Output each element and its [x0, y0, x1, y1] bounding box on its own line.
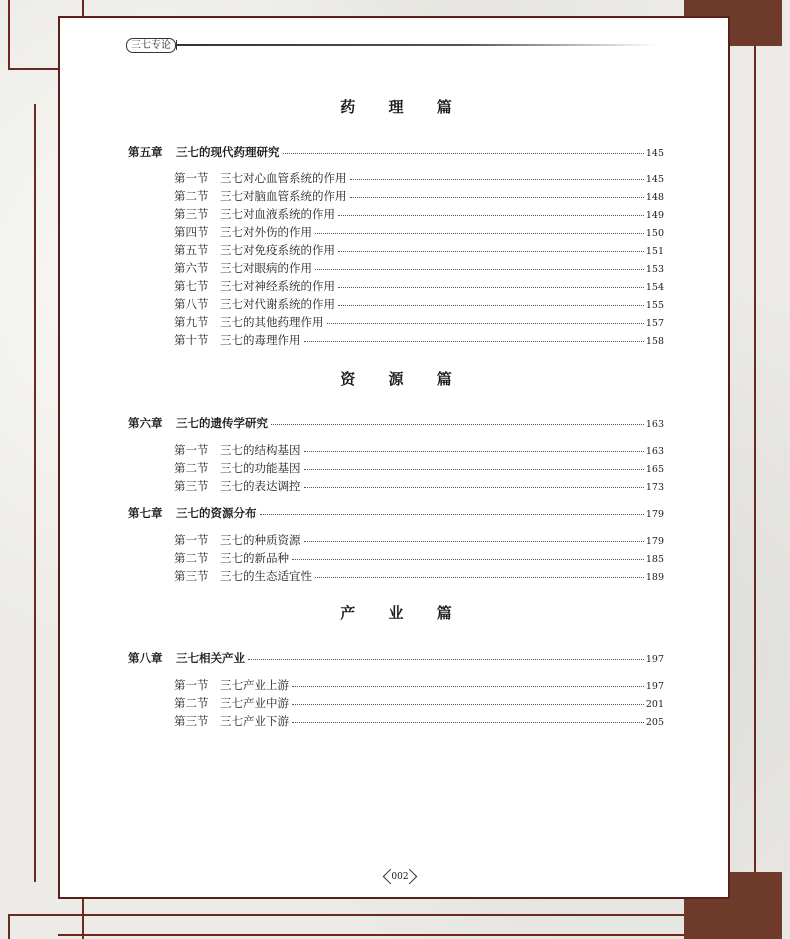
section-item-title: 三七产业上游	[220, 678, 289, 692]
section-page: 189	[645, 572, 664, 583]
leader-dots	[271, 424, 644, 425]
leader-dots	[304, 341, 644, 342]
section-number: 第七节	[174, 279, 209, 293]
leader-dots	[350, 179, 644, 180]
section-item-title: 三七的毒理作用	[220, 333, 301, 347]
section-item-title: 三七对心血管系统的作用	[220, 171, 347, 185]
section-page: 179	[645, 536, 664, 547]
toc-page	[58, 16, 730, 899]
leader-dots	[327, 323, 644, 324]
section-item-title: 三七的其他药理作用	[220, 315, 324, 329]
section-number: 第十节	[174, 333, 209, 347]
section-number: 第六节	[174, 261, 209, 275]
toc-section-row[interactable]	[174, 460, 664, 476]
leader-dots	[292, 704, 644, 705]
section-page: 185	[645, 554, 664, 565]
toc-section-row[interactable]	[174, 206, 664, 222]
toc-section-row[interactable]	[174, 568, 664, 584]
leader-dots	[292, 722, 644, 723]
section-number: 第一节	[174, 443, 209, 457]
leader-dots	[315, 577, 644, 578]
leader-dots	[304, 451, 644, 452]
chapter-page: 197	[645, 654, 664, 665]
section-number: 第五节	[174, 243, 209, 257]
section-number: 第三节	[174, 714, 209, 728]
chapter-number: 第八章	[128, 651, 163, 665]
toc-section-row[interactable]	[174, 170, 664, 186]
toc-chapter-row[interactable]	[128, 650, 664, 666]
toc-chapter-row[interactable]	[128, 415, 664, 431]
toc-section-row[interactable]	[174, 478, 664, 494]
section-page: 151	[645, 246, 664, 257]
toc-section-row[interactable]	[174, 314, 664, 330]
frame-line-left-v	[34, 104, 36, 882]
frame-line-bottom-h1	[8, 914, 688, 916]
leader-dots	[292, 686, 644, 687]
leader-dots	[304, 469, 644, 470]
leader-dots	[350, 197, 644, 198]
section-number: 第一节	[174, 533, 209, 547]
header-book-tab: 三七专论	[126, 38, 176, 53]
section-number: 第八节	[174, 297, 209, 311]
frame-line-bottom-v	[82, 899, 84, 939]
section-page: 197	[645, 681, 664, 692]
section-title: 药 理 篇	[340, 98, 466, 116]
toc-section-row[interactable]	[174, 332, 664, 348]
toc-section-row[interactable]	[174, 442, 664, 458]
section-title: 产 业 篇	[340, 604, 466, 622]
section-number: 第三节	[174, 207, 209, 221]
toc-section-row[interactable]	[174, 677, 664, 693]
section-number: 第二节	[174, 461, 209, 475]
section-number: 第一节	[174, 171, 209, 185]
chapter-title: 三七的现代药理研究	[176, 145, 280, 159]
frame-line-top-left-h	[8, 68, 58, 70]
section-page: 155	[645, 300, 664, 311]
section-page: 154	[645, 282, 664, 293]
section-number: 第二节	[174, 696, 209, 710]
leader-dots	[292, 559, 644, 560]
toc-section-row[interactable]	[174, 278, 664, 294]
section-item-title: 三七的结构基因	[220, 443, 301, 457]
leader-dots	[338, 215, 644, 216]
toc-section-row[interactable]	[174, 188, 664, 204]
leader-dots	[338, 287, 644, 288]
leader-dots	[338, 251, 644, 252]
section-number: 第一节	[174, 678, 209, 692]
leader-dots	[338, 305, 644, 306]
frame-line-top-h	[82, 0, 84, 16]
section-page: 145	[645, 174, 664, 185]
chapter-number: 第七章	[128, 506, 163, 520]
section-number: 第三节	[174, 479, 209, 493]
section-number: 第二节	[174, 551, 209, 565]
section-title: 资 源 篇	[340, 370, 466, 388]
leader-dots	[304, 487, 644, 488]
chapter-number: 第五章	[128, 145, 163, 159]
section-item-title: 三七对神经系统的作用	[220, 279, 335, 293]
leader-dots	[260, 514, 644, 515]
leader-dots	[315, 233, 644, 234]
section-page: 148	[645, 192, 664, 203]
leader-dots	[315, 269, 644, 270]
section-item-title: 三七的种质资源	[220, 533, 301, 547]
chapter-page: 145	[645, 148, 664, 159]
section-item-title: 三七产业中游	[220, 696, 289, 710]
chapter-title: 三七相关产业	[176, 651, 245, 665]
section-number: 第三节	[174, 569, 209, 583]
section-page: 163	[645, 446, 664, 457]
section-item-title: 三七的表达调控	[220, 479, 301, 493]
header-rule	[176, 44, 656, 46]
leader-dots	[304, 541, 644, 542]
page-number: 002	[386, 868, 414, 886]
toc-section-row[interactable]	[174, 713, 664, 729]
section-number: 第九节	[174, 315, 209, 329]
section-page: 149	[645, 210, 664, 221]
toc-section-row[interactable]	[174, 242, 664, 258]
chapter-page: 163	[645, 419, 664, 430]
section-item-title: 三七的生态适宜性	[220, 569, 312, 583]
chapter-number: 第六章	[128, 416, 163, 430]
chapter-title: 三七的资源分布	[176, 506, 257, 520]
chapter-page: 179	[645, 509, 664, 520]
section-item-title: 三七的功能基因	[220, 461, 301, 475]
toc-section-row[interactable]	[174, 260, 664, 276]
leader-dots	[248, 659, 644, 660]
section-number: 第四节	[174, 225, 209, 239]
section-item-title: 三七对代谢系统的作用	[220, 297, 335, 311]
toc-section-row[interactable]	[174, 532, 664, 548]
section-item-title: 三七对血液系统的作用	[220, 207, 335, 221]
section-item-title: 三七对脑血管系统的作用	[220, 189, 347, 203]
section-item-title: 三七对免疫系统的作用	[220, 243, 335, 257]
section-page: 150	[645, 228, 664, 239]
section-item-title: 三七对外伤的作用	[220, 225, 312, 239]
section-page: 173	[645, 482, 664, 493]
toc-section-row[interactable]	[174, 695, 664, 711]
section-page: 201	[645, 699, 664, 710]
section-item-title: 三七的新品种	[220, 551, 289, 565]
toc-section-row[interactable]	[174, 296, 664, 312]
toc-chapter-row[interactable]	[128, 505, 664, 521]
frame-line-top-left-v	[8, 0, 10, 70]
section-page: 205	[645, 717, 664, 728]
frame-line-bottom-left-v	[8, 914, 10, 939]
section-page: 153	[645, 264, 664, 275]
leader-dots	[283, 153, 644, 154]
section-item-title: 三七对眼病的作用	[220, 261, 312, 275]
toc-section-row[interactable]	[174, 224, 664, 240]
toc-section-row[interactable]	[174, 550, 664, 566]
chapter-title: 三七的遗传学研究	[176, 416, 268, 430]
section-item-title: 三七产业下游	[220, 714, 289, 728]
frame-line-bottom-h2	[58, 934, 688, 936]
section-page: 157	[645, 318, 664, 329]
section-page: 165	[645, 464, 664, 475]
toc-chapter-row[interactable]	[128, 144, 664, 160]
section-number: 第二节	[174, 189, 209, 203]
section-page: 158	[645, 336, 664, 347]
frame-line-right-v	[754, 46, 756, 872]
